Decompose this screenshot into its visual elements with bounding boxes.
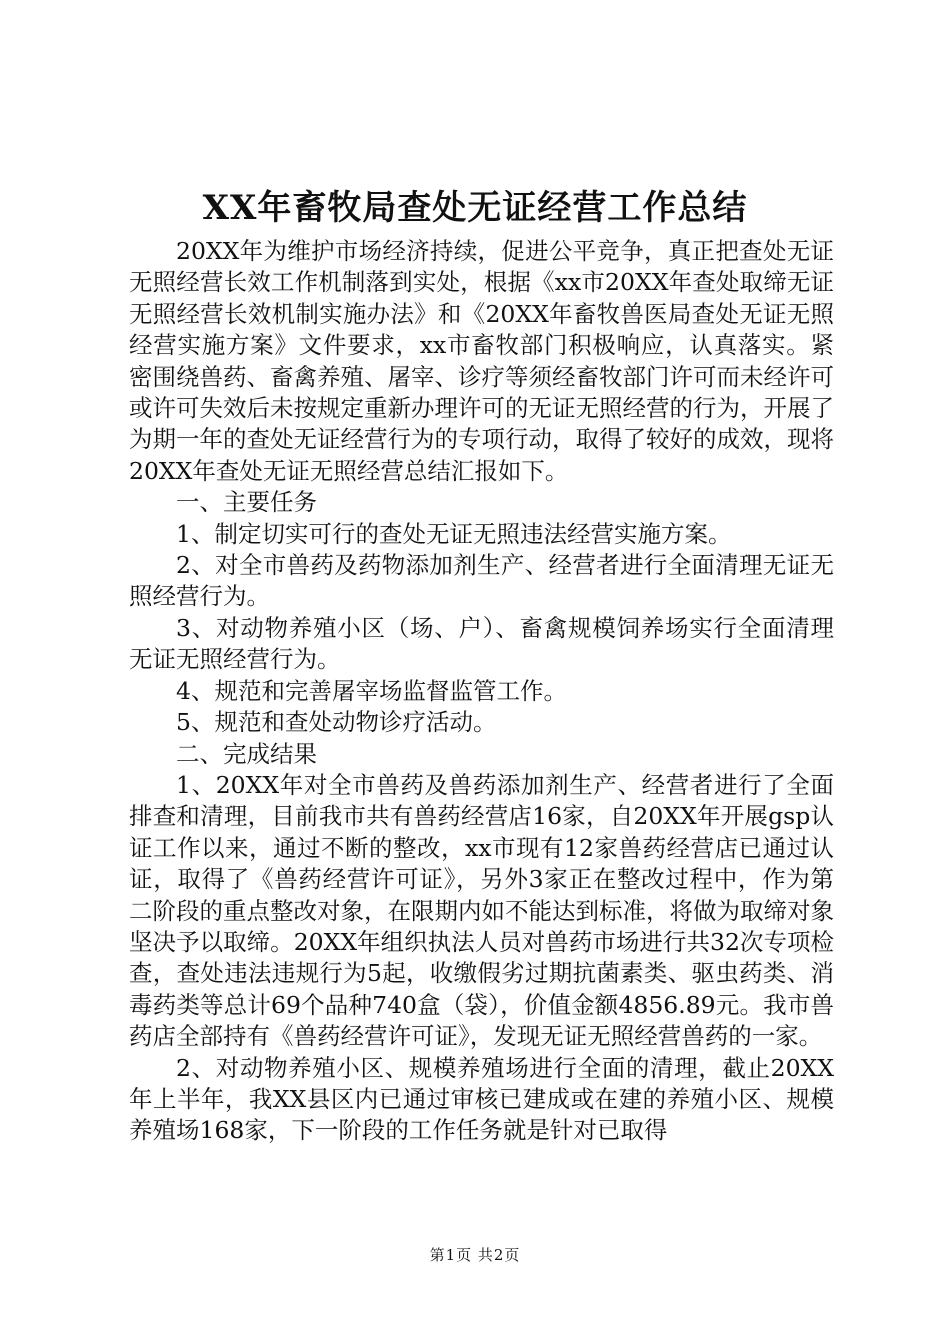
- result-paragraph-2: 2、对动物养殖小区、规模养殖场进行全面的清理，截止20XX年上半年，我XX县区内已通过审核已建成或在建的养殖小区、规模养殖场168家，下一阶段的工作任务就是针对已取得: [129, 1053, 834, 1145]
- document-body: [129, 236, 834, 1147]
- task-item-4: 4、规范和完善屠宰场监督监管工作。: [176, 676, 567, 705]
- task-item-3: 3、对动物养殖小区（场、户）、畜禽规模饲养场实行全面清理无证无照经营行为。: [129, 613, 834, 674]
- task-item-1: 1、制定切实可行的查处无证无照违法经营实施方案。: [176, 519, 732, 548]
- section-heading-main-tasks: 一、主要任务: [176, 488, 317, 517]
- result-paragraph-1: 1、20XX年对全市兽药及兽药添加剂生产、经营者进行了全面排查和清理，目前我市共有兽药经营店16家，自20XX年开展gsp认证工作以来，通过不断的整改，xx市现有12家兽药经营店已通过认证，取得了《兽药经营许可证》，另外3家正在整改过程中，作为第二阶段的重点整改对象，在限期内如不能达到标准，将做为取缔对象坚决予以取缔。20XX年组织执法人员对兽药市场进行共32次专项检查，查处违法违规行为5起，收缴假劣过期抗菌素类、驱虫药类、消毒药类等总计69个品种740盒（袋），价值金额4856.89元。我市兽药店全部持有《兽药经营许可证》，发现无证无照经营兽药的一家。: [129, 770, 834, 1051]
- document-title: XX年畜牧局查处无证经营工作总结: [202, 188, 748, 228]
- page-footer: 第1页 共2页: [429, 1246, 521, 1264]
- task-item-5: 5、规范和查处动物诊疗活动。: [176, 708, 497, 737]
- intro-paragraph: 20XX年为维护市场经济持续，促进公平竞争，真正把查处无证无照经营长效工作机制落到实处，根据《xx市20XX年查处取缔无证无照经营长效机制实施办法》和《20XX年畜牧兽医局查处无证无照经营实施方案》文件要求，xx市畜牧部门积极响应，认真落实。紧密围绕兽药、畜禽养殖、屠宰、诊疗等须经畜牧部门许可而未经许可或许可失效后未按规定重新办理许可的无证无照经营的行为，开展了为期一年的查处无证经营行为的专项行动，取得了较好的成效，现将20XX年查处无证无照经营总结汇报如下。: [129, 237, 834, 485]
- task-item-2: 2、对全市兽药及药物添加剂生产、经营者进行全面清理无证无照经营行为。: [129, 551, 834, 611]
- section-heading-results: 二、完成结果: [176, 739, 317, 768]
